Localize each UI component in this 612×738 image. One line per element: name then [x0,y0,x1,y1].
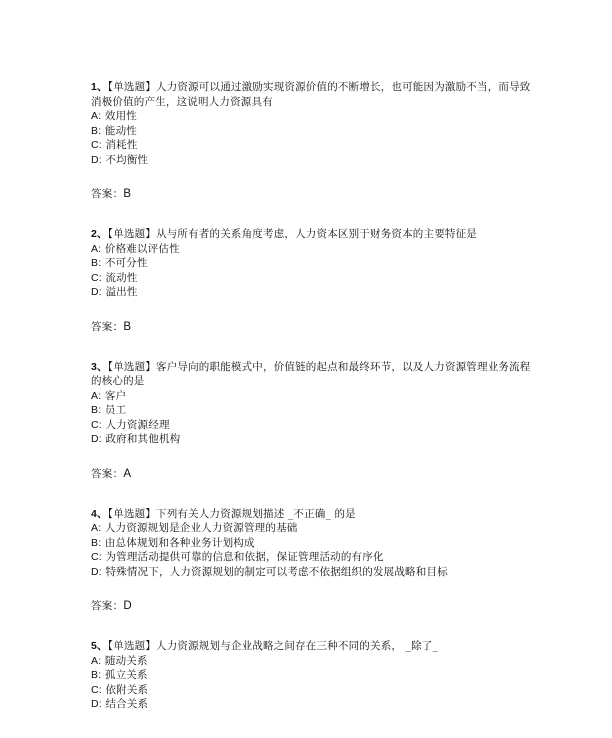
question-stem [91,360,531,389]
answer-label: 答案： [91,467,124,480]
document-page [91,80,531,738]
question-3 [91,360,531,481]
question-number: 5 [91,640,98,652]
answer-line [91,320,531,334]
question-number: 1 [91,81,98,93]
option-a: A: 人力资源规划是企业人力资源管理的基础 [91,522,298,534]
answer-value: B [123,320,132,333]
answer-value: D [123,600,133,612]
option-b: B: 由总体规划和各种业务计划构成 [91,536,255,549]
option-a: A: 客户 [91,389,127,402]
question-number: 4 [91,507,98,520]
question-type: 【单选题】 [107,507,156,520]
question-1 [91,80,531,201]
question-stem [91,507,531,522]
option-a: A: 效用性 [91,110,137,122]
question-separator: 、 [97,640,108,652]
question-text: 下列有关人力资源规划描述 _不正确_ 的是 [156,507,356,520]
answer-label: 答案： [91,320,124,333]
question-type: 【单选题】 [107,81,156,93]
question-stem [91,639,531,654]
question-separator: 、 [97,81,108,93]
answer-line [91,467,531,481]
option-d: D: 溢出性 [91,286,138,298]
question-number: 3 [91,360,98,373]
option-a: A: 随动关系 [91,654,148,667]
option-d: D: 特殊情况下，人力资源规划的制定可以考虑不依据组织的发展战略和目标 [91,565,448,578]
answer-value: A [123,467,132,480]
question-stem [91,80,531,109]
option-b: B: 员工 [91,404,127,416]
question-5 [91,639,531,712]
question-4 [91,507,531,614]
option-d: D: 政府和其他机构 [91,433,181,445]
option-b: B: 能动性 [91,124,137,137]
option-a: A: 价格难以评估性 [91,242,180,255]
answer-value: B [123,188,132,200]
question-separator: 、 [97,360,108,373]
question-separator: 、 [97,507,108,520]
question-number: 2 [91,228,98,240]
question-text: 人力资源规划与企业战略之间存在三种不同的关系， _除了_ [156,640,438,652]
question-stem [91,227,531,242]
question-2 [91,227,531,334]
option-b: B: 不可分性 [91,257,148,269]
question-type: 【单选题】 [107,228,156,240]
option-d: D: 不均衡性 [91,153,149,166]
question-text: 从与所有者的关系角度考虑，人力资本区别于财务资本的主要特征是 [156,228,477,240]
option-c: C: 依附关系 [91,683,149,696]
question-type: 【单选题】 [107,640,156,652]
question-separator: 、 [97,228,108,240]
question-type: 【单选题】 [107,360,156,373]
answer-line [91,187,531,201]
option-c: C: 人力资源经理 [91,418,170,431]
question-text: 人力资源可以通过激励实现资源价值的不断增长，也可能因为激励不当，而导致消极价值的产生，这说明人力资源具有 [91,81,531,108]
answer-line [91,599,531,613]
option-b: B: 孤立关系 [91,669,148,681]
answer-label: 答案： [91,188,124,200]
question-text: 客户导向的职能模式中，价值链的起点和最终环节，以及人力资源管理业务流程的核心的是 [91,360,531,387]
answer-label: 答案： [91,600,124,612]
option-c: C: 为管理活动提供可靠的信息和依据，保证管理活动的有序化 [91,551,384,563]
option-c: C: 流动性 [91,271,138,284]
option-d: D: 结合关系 [91,698,149,710]
option-c: C: 消耗性 [91,139,138,151]
